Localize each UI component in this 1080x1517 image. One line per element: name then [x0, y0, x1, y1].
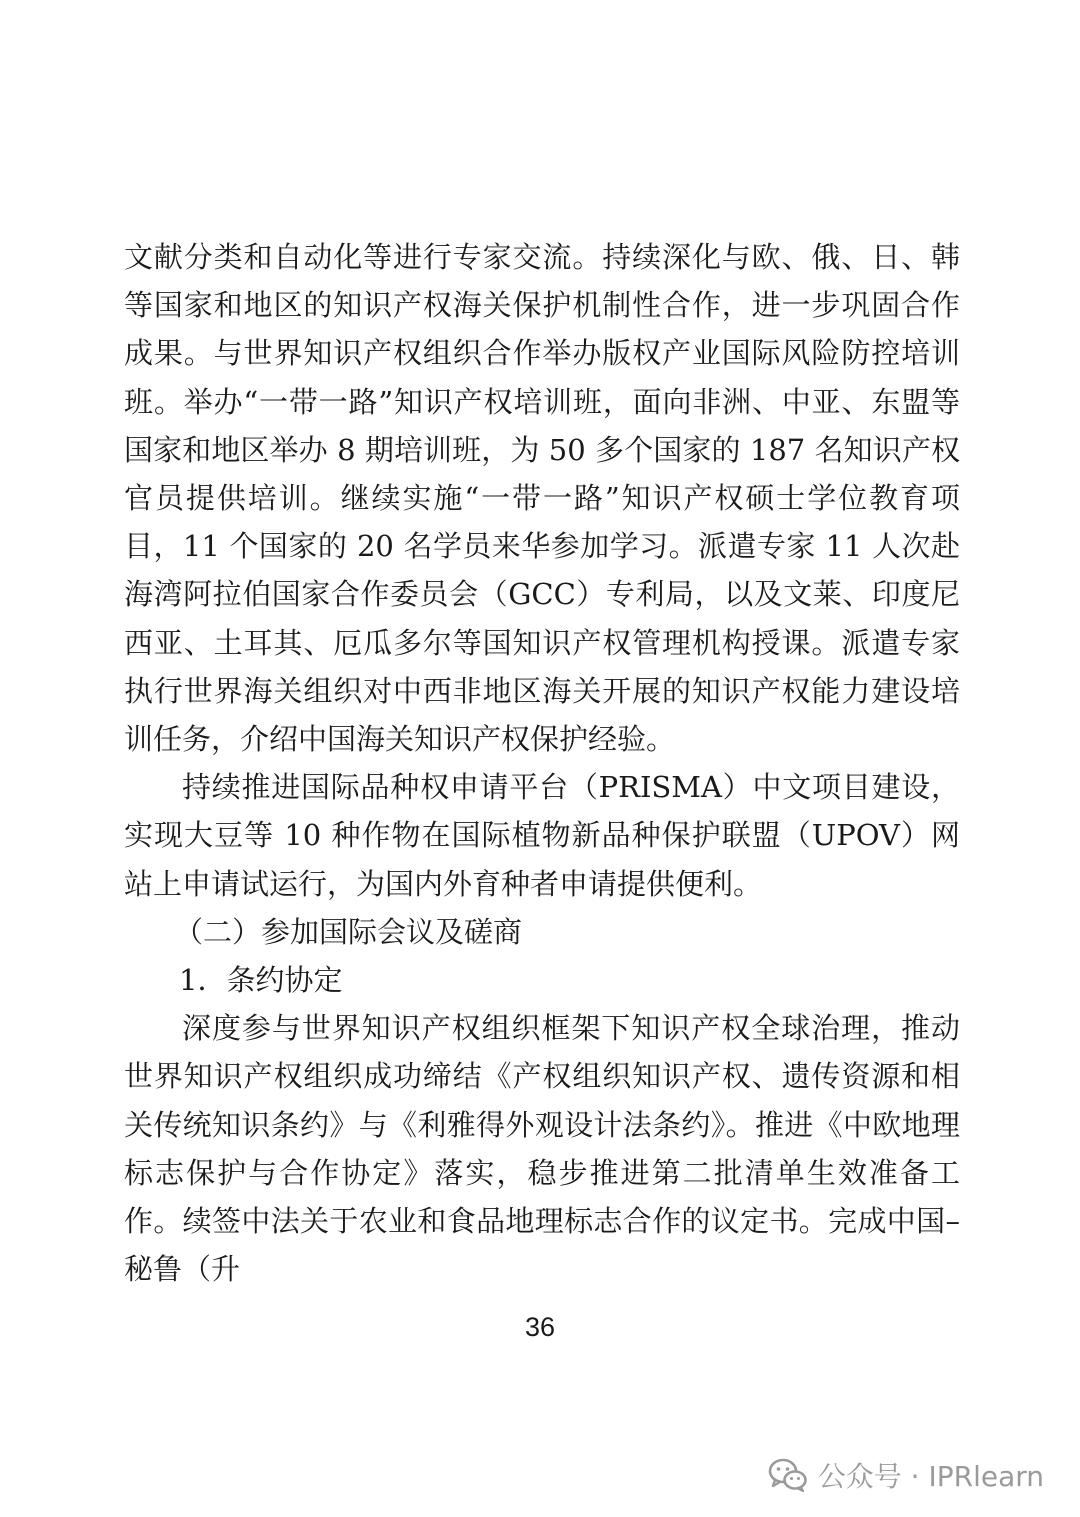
page-number: 36: [524, 1312, 556, 1342]
watermark-text: 公众号 · IPRlearn: [817, 1460, 1044, 1493]
subsection-heading: 1．条约协定: [179, 963, 343, 998]
paragraph-continued: 文献分类和自动化等进行专家交流。持续深化与欧、俄、日、韩等国家和地区的知识产权海关保护机制性合作，进一步巩固合作成果。与世界知识产权组织合作举办版权产业国际风险防控培训班。举办“一带一路”知识产权培训班，面向非洲、中亚、东盟等国家和地区举办 8 期培训班，为 50 多个国家的 187 名知识产权官员提供培训。继续实施“一带一路”知识产权硕士学位教育项目，11 个国家的 20 名学员来华参加学习。派遣专家 11 人次赴海湾阿拉伯国家合作委员会（GCC）专利局，以及文莱、印度尼西亚、土耳其、厄瓜多尔等国知识产权管理机构授课。派遣专家执行世界海关组织对中西非地区海关开展的知识产权能力建设培训任务，介绍中国海关知识产权保护经验。: [124, 240, 960, 757]
page-body: [124, 233, 960, 1293]
section-heading: （二）参加国际会议及磋商: [174, 914, 523, 949]
watermark: [768, 1455, 1044, 1495]
paragraph-treaties: 深度参与世界知识产权组织框架下知识产权全球治理，推动世界知识产权组织成功缔结《产权组织知识产权、遗传资源和相关传统知识条约》与《利雅得外观设计法条约》。推进《中欧地理标志保护与合作协定》落实，稳步推进第二批清单生效准备工作。续签中法关于农业和食品地理标志合作的议定书。完成中国–秘鲁（升: [124, 1011, 960, 1287]
paragraph-prisma: 持续推进国际品种权申请平台（PRISMA）中文项目建设，实现大豆等 10 种作物在国际植物新品种保护联盟（UPOV）网站上申请试运行，为国内外育种者申请提供便利。: [124, 770, 960, 901]
wechat-icon: [768, 1458, 808, 1492]
